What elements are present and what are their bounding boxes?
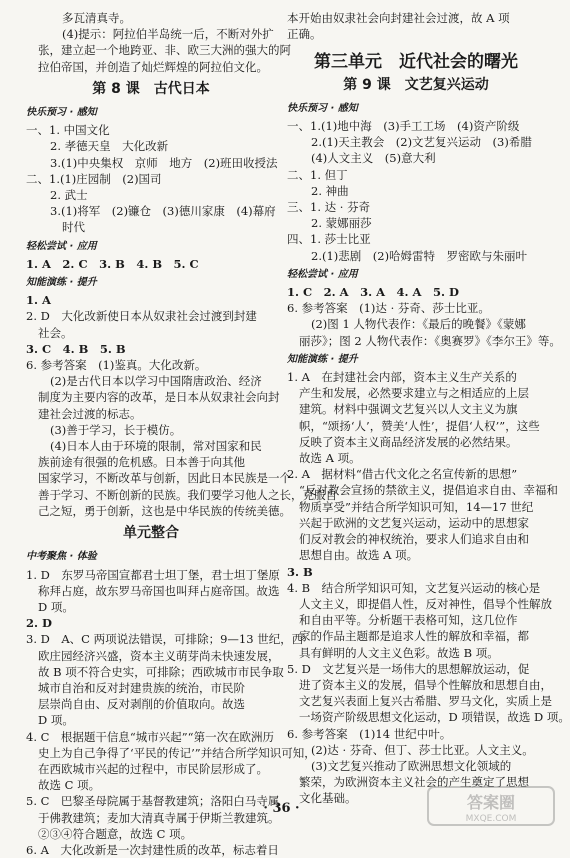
text-line: 本开始由奴隶社会向封建社会过渡，故 A 项 [287, 11, 510, 25]
answer-line: 5. D 文艺复兴是一场伟大的思想解放运动，促 [287, 661, 530, 676]
answer-line: 2. D [26, 616, 52, 631]
answer-line: 3.(1)中央集权 京师 地方 (2)班田收授法 [50, 155, 278, 170]
page-number: · 36 · [263, 801, 300, 816]
answer-line: 产生和发展，必然要求建立与之相适应的上层 [299, 386, 529, 401]
text-line: 正确。 [287, 27, 322, 42]
answer-line: (2)图 1 人物代表作：《最后的晚餐》《蒙娜 [311, 317, 526, 332]
answer-line: 兴起于欧洲的文艺复兴运动，运动中的思想家 [299, 515, 529, 530]
answer-line: 6. 参考答案 (1)鉴真。大化改新。 [26, 358, 207, 373]
answer-line: 具有鲜明的人文主义色彩。故选 B 项。 [299, 645, 499, 660]
answer-line: 城市自治和反对封建贵族的统治，市民阶 [38, 680, 245, 695]
answer-line: 于佛教建筑；麦加大清真寺属于伊斯兰教建筑。 [38, 810, 280, 825]
answer-line: 2. 孝德天皇 大化改新 [50, 139, 169, 154]
answer-line: 制度为主要内容的改革，是日本从奴隶社会向封 [38, 390, 280, 405]
answer-line: 2. A 据材料“借古代文化之名宣传新的思想” [287, 467, 518, 482]
answer-line: ②③④符合题意，故选 C 项。 [38, 826, 193, 841]
text-line: 多瓦清真寺。 [62, 11, 131, 25]
answer-line: (3)文艺复兴推动了欧洲思想文化领域的 [311, 758, 512, 773]
answer-line: 4. B 结合所学知识可知，文艺复兴运动的核心是 [287, 580, 541, 595]
unit-summary-title: 单元整合 [123, 525, 179, 542]
answer-line: 二、1. 但丁 [287, 167, 348, 182]
answer-line: 故选 C 项。 [38, 778, 101, 793]
answer-line: 1. D 东罗马帝国宣都君士坦丁堡，君士坦丁堡原 [26, 567, 280, 582]
answer-line: 一、1.(1)地中海 (3)手工工场 (4)资产阶级 [287, 119, 520, 134]
answer-line: 二、1.(1)庄园制 (2)国司 [26, 171, 162, 186]
right-column [287, 10, 570, 807]
answer-line: 3. C 4. B 5. B [26, 341, 126, 356]
text-line: 张，建立起一个地跨亚、非、欧三大洲的强大的阿 [38, 43, 291, 58]
answer-line: 在西欧城市兴起的过程中，市民阶层形成了。 [38, 761, 268, 776]
answer-line: 2. 蒙娜丽莎 [311, 216, 372, 231]
answer-line: 进了资本主义的发展，倡导个性解放和思想自由， [299, 677, 552, 692]
answer-line: 3. D A、C 两项说法错误，可排除；9—13 世纪，西 [26, 632, 304, 647]
answer-line: 6. A 大化改新是一次封建性质的改革，标志着日 [26, 842, 279, 857]
answer-line: 一、1. 中国文化 [26, 123, 110, 138]
answer-line: 物质享受”并结合所学知识可知，14—17 世纪 [299, 499, 534, 514]
answer-line: (2)是古代日本以学习中国隋唐政治、经济 [50, 374, 262, 389]
lesson-8-title: 第 8 课 古代日本 [92, 80, 210, 97]
lesson-9-title: 第 9 课 文艺复兴运动 [343, 76, 489, 93]
answer-line: 建社会过渡的标志。 [38, 406, 142, 421]
section-heading-practice: 知能演练 · 提升 [287, 353, 358, 365]
answer-line: 思想自由。故选 A 项。 [299, 548, 419, 563]
section-heading-exam: 中考聚焦 · 体验 [26, 551, 97, 563]
answer-line: 1. C 2. A 3. A 4. A 5. D [287, 285, 459, 300]
answer-line: (4)人文主义 (5)意大利 [311, 151, 436, 166]
answer-line: 社会。 [38, 325, 73, 340]
answer-line: 1. A 在封建社会内部，资本主义生产关系的 [287, 370, 517, 385]
answer-line: 4. C 根据题干信息“城市兴起”“第一次在欧洲历 [26, 729, 275, 744]
section-heading-practice: 知能演练 · 提升 [26, 277, 97, 289]
answer-line: 3.(1)将军 (2)镰仓 (3)德川家康 (4)幕府 [50, 204, 276, 219]
answer-line: 2. D 大化改新使日本从奴隶社会过渡到封建 [26, 309, 257, 324]
answer-line: 3. B [287, 564, 313, 579]
text-line: 拉伯帝国，并创造了灿烂辉煌的阿拉伯文化。 [38, 59, 268, 74]
answer-line: 2. 武士 [50, 188, 88, 203]
answer-line: 欧庄园经济兴盛，资本主义萌芽尚未快速发展， [38, 648, 280, 663]
answer-line: D 项。 [38, 599, 74, 614]
answer-line: (4)日本人由于环境的限制，常对国家和民 [50, 439, 262, 454]
answer-line: 和自由平等。分析题干表格可知，这几位作 [299, 613, 518, 628]
answer-line: 故 B 项不符合史实，可排除；西欧城市市民争取 [38, 664, 284, 679]
section-heading-try: 轻松尝试 · 应用 [26, 240, 97, 252]
answer-line: 们反对教会的神权统治，要求人们追求自由和 [299, 532, 529, 547]
answer-line: (2)达 · 芬奇、但丁、莎士比亚。人文主义。 [311, 742, 534, 757]
answer-line: 层崇尚自由、反对剥削的价值取向。故选 [38, 697, 245, 712]
answer-line: 丽莎》；图 2 人物代表作：《奥赛罗》《李尔王》等。 [299, 333, 561, 348]
answer-line: 一场资产阶级思想文化运动，D 项错误，故选 D 项。 [299, 710, 570, 725]
watermark-logo [427, 786, 555, 826]
section-heading-preview: 快乐预习 · 感知 [287, 102, 358, 114]
unit-3-title: 第三单元 近代社会的曙光 [314, 52, 518, 73]
answer-line: 人文主义，即提倡人性，反对神性，倡导个性解放 [299, 596, 552, 611]
answer-line: 帜，“颂扬‘人’，赞美‘人性’，提倡‘人权’”，这些 [299, 418, 540, 433]
answer-line: 2. 神曲 [311, 183, 349, 198]
answer-line: 1. A [26, 293, 51, 308]
answer-line: 时代 [62, 220, 85, 235]
answer-line: 5. C 巴黎圣母院属于基督教建筑；洛阳白马寺属 [26, 794, 280, 809]
answer-line: 族前途有很强的危机感。日本善于向其他 [38, 455, 245, 470]
watermark-url: MXQE.COM [465, 814, 517, 824]
watermark-text: 答案圈 [466, 793, 516, 812]
answer-line: 四、1. 莎士比亚 [287, 232, 371, 247]
answer-line: 三、1. 达 · 芬奇 [287, 200, 371, 215]
answer-line: “反对教会宣扬的禁欲主义，提倡追求自由、幸福和 [299, 483, 558, 498]
answer-line: 己之短，勇于创新，这也是中华民族的传统美德。 [38, 503, 291, 518]
answer-line: 繁荣，为欧洲资本主义社会的产生奠定了思想 [299, 775, 529, 790]
answer-line: 故选 A 项。 [299, 451, 361, 466]
text-line: (4)提示：阿拉伯半岛统一后，不断对外扩 [62, 27, 274, 42]
answer-line: 国家学习，不断改革与创新，因此日本民族是一个 [38, 471, 291, 486]
section-heading-try: 轻松尝试 · 应用 [287, 268, 358, 280]
answer-line: 2.(1)天主教会 (2)文艺复兴运动 (3)希腊 [311, 135, 532, 150]
answer-line: 建筑。材料中强调文艺复兴以人文主义为旗 [299, 402, 518, 417]
answer-line: 6. 参考答案 (1)达 · 芬奇、莎士比亚。 [287, 301, 490, 316]
answer-line: 善于学习、不断创新的民族。我们要学习他人之长，克服自 [38, 487, 337, 502]
answer-line: D 项。 [38, 713, 74, 728]
answer-line: (3)善于学习，长于模仿。 [50, 422, 182, 437]
answer-line: 史上为自己争得了‘平民的传记’”并结合所学知识可知， [38, 745, 316, 760]
answer-line: 6. 参考答案 (1)14 世纪中叶。 [287, 726, 452, 741]
answer-line: 文化基础。 [299, 791, 357, 806]
answer-line: 1. A 2. C 3. B 4. B 5. C [26, 256, 199, 271]
answer-line: 家的作品主题都是追求人性的解放和幸福，都 [299, 629, 529, 644]
section-heading-preview: 快乐预习 · 感知 [26, 107, 97, 119]
answer-line: 文艺复兴表面上复兴古希腊、罗马文化，实质上是 [299, 694, 552, 709]
answer-line: 称拜占庭，故东罗马帝国也叫拜占庭帝国。故选 [38, 583, 280, 598]
answer-line: 反映了资本主义商品经济发展的必然结果。 [299, 434, 518, 449]
answer-line: 2.(1)悲剧 (2)哈姆雷特 罗密欧与朱丽叶 [311, 248, 528, 263]
